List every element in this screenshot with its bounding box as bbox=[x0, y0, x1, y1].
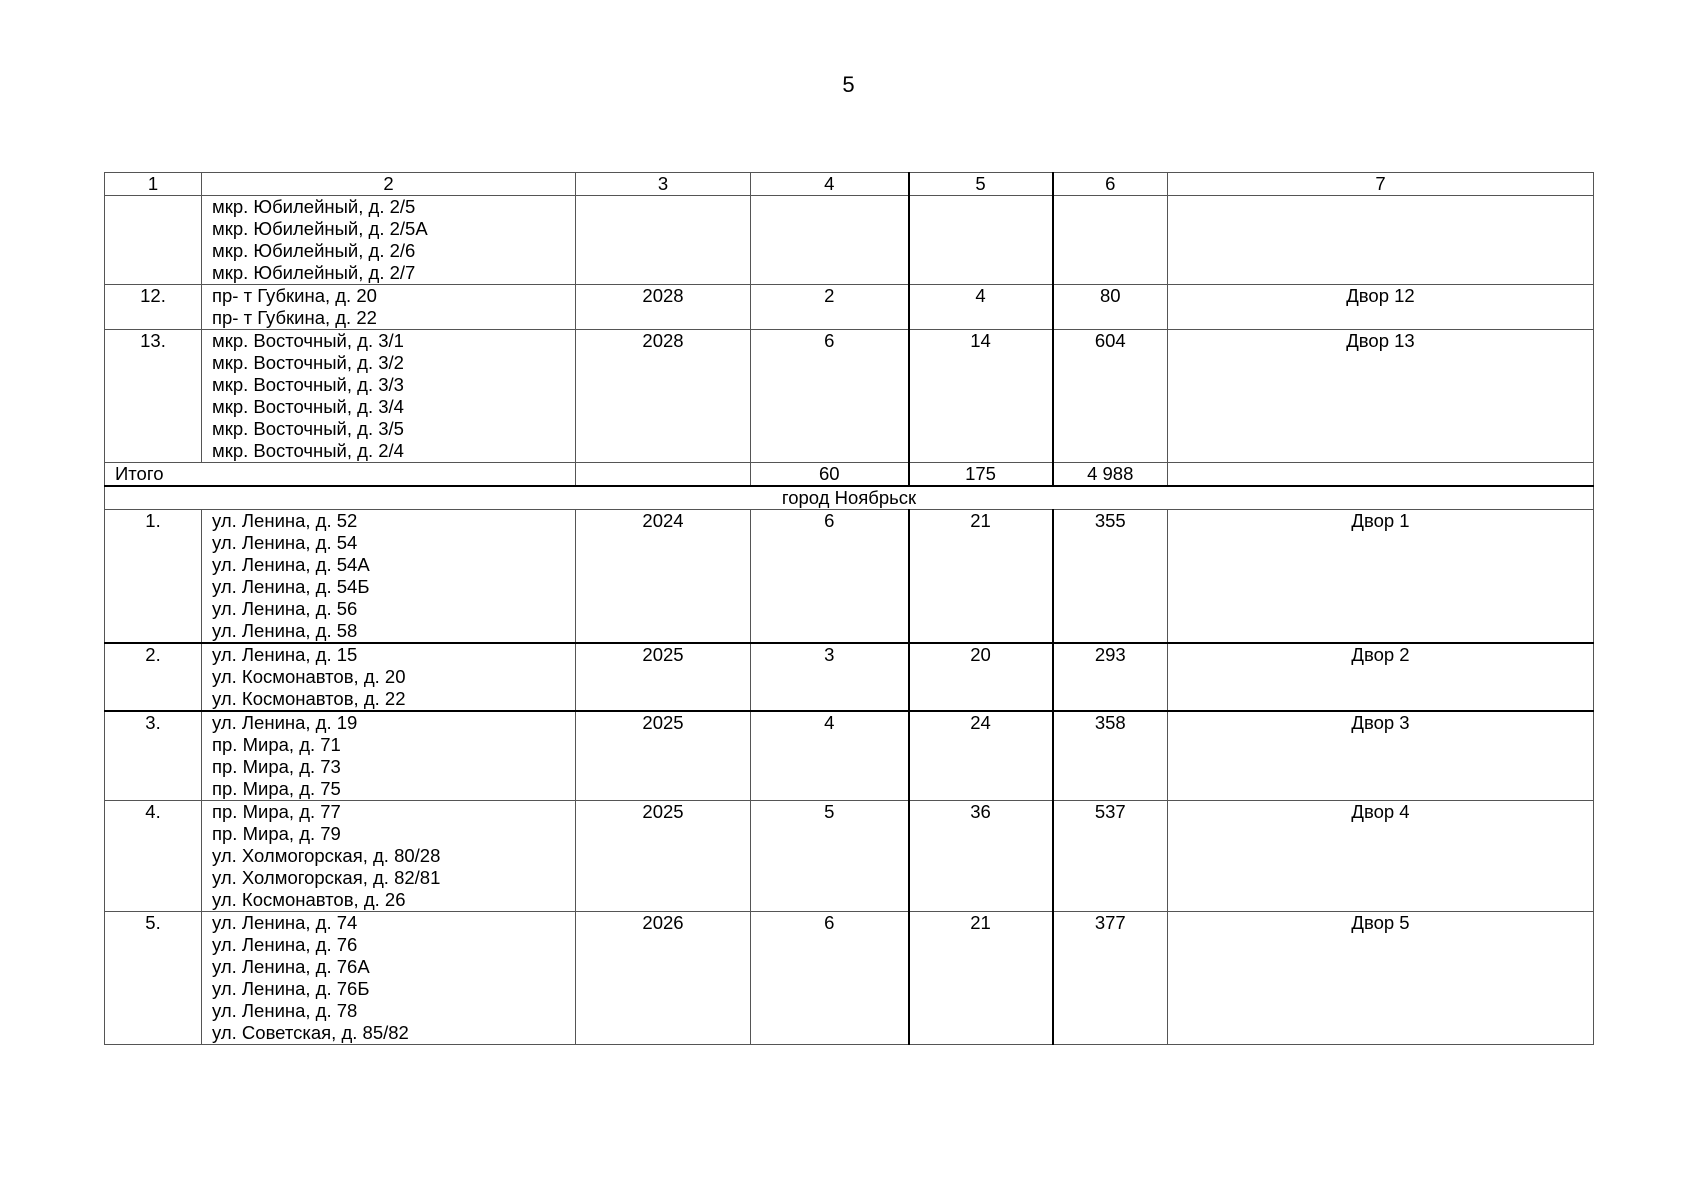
address-line: пр. Мира, д. 75 bbox=[212, 778, 341, 799]
row-number: 13. bbox=[105, 330, 202, 463]
yard-cell: Двор 13 bbox=[1168, 330, 1594, 463]
year-cell: 2028 bbox=[576, 285, 751, 330]
yards-table bbox=[104, 172, 1594, 1045]
section-row bbox=[105, 486, 1594, 510]
year-cell: 2025 bbox=[576, 711, 751, 801]
total-year-cell bbox=[576, 463, 751, 487]
address-line: ул. Холмогорская, д. 82/81 bbox=[212, 867, 441, 888]
address-line: мкр. Юбилейный, д. 2/5 bbox=[212, 196, 416, 217]
address-line: мкр. Восточный, д. 3/2 bbox=[212, 352, 404, 373]
address-line: ул. Ленина, д. 76А bbox=[212, 956, 370, 977]
address-list bbox=[202, 285, 576, 330]
table-row bbox=[105, 510, 1594, 644]
column-4-cell: 6 bbox=[751, 912, 909, 1045]
column-header: 4 bbox=[751, 173, 909, 196]
yard-cell: Двор 2 bbox=[1168, 643, 1594, 711]
column-6-cell: 80 bbox=[1053, 285, 1168, 330]
column-header-row bbox=[105, 173, 1594, 196]
address-list bbox=[202, 330, 576, 463]
table-row bbox=[105, 711, 1594, 801]
address-line: ул. Ленина, д. 58 bbox=[212, 620, 358, 641]
address-list bbox=[202, 912, 576, 1045]
address-line: мкр. Юбилейный, д. 2/5А bbox=[212, 218, 428, 239]
total-column-4: 60 bbox=[751, 463, 909, 487]
address-line: мкр. Юбилейный, д. 2/7 bbox=[212, 262, 416, 283]
column-header: 3 bbox=[576, 173, 751, 196]
column-6-cell: 377 bbox=[1053, 912, 1168, 1045]
table-row bbox=[105, 912, 1594, 1045]
total-yard-cell bbox=[1168, 463, 1594, 487]
column-6-cell: 293 bbox=[1053, 643, 1168, 711]
yard-cell: Двор 1 bbox=[1168, 510, 1594, 644]
address-list bbox=[202, 510, 576, 644]
address-line: пр- т Губкина, д. 20 bbox=[212, 285, 377, 306]
address-list bbox=[202, 643, 576, 711]
yard-cell: Двор 3 bbox=[1168, 711, 1594, 801]
column-5-cell: 21 bbox=[909, 510, 1053, 644]
address-list bbox=[202, 196, 576, 285]
column-4-cell: 6 bbox=[751, 510, 909, 644]
address-line: мкр. Восточный, д. 3/1 bbox=[212, 330, 404, 351]
address-line: ул. Ленина, д. 54 bbox=[212, 532, 358, 553]
year-cell: 2025 bbox=[576, 643, 751, 711]
yard-cell: Двор 5 bbox=[1168, 912, 1594, 1045]
column-header: 5 bbox=[909, 173, 1053, 196]
address-line: мкр. Юбилейный, д. 2/6 bbox=[212, 240, 416, 261]
row-number: 1. bbox=[105, 510, 202, 644]
address-list bbox=[202, 801, 576, 912]
address-line: ул. Космонавтов, д. 20 bbox=[212, 666, 406, 687]
yard-cell: Двор 12 bbox=[1168, 285, 1594, 330]
yard-cell bbox=[1168, 196, 1594, 285]
column-6-cell bbox=[1053, 196, 1168, 285]
column-5-cell: 24 bbox=[909, 711, 1053, 801]
total-column-6: 4 988 bbox=[1053, 463, 1168, 487]
year-cell: 2028 bbox=[576, 330, 751, 463]
year-cell: 2024 bbox=[576, 510, 751, 644]
column-5-cell bbox=[909, 196, 1053, 285]
column-5-cell: 14 bbox=[909, 330, 1053, 463]
address-line: пр- т Губкина, д. 22 bbox=[212, 307, 377, 328]
address-line: пр. Мира, д. 79 bbox=[212, 823, 341, 844]
address-line: ул. Ленина, д. 74 bbox=[212, 912, 358, 933]
row-number: 3. bbox=[105, 711, 202, 801]
row-number: 4. bbox=[105, 801, 202, 912]
column-header: 1 bbox=[105, 173, 202, 196]
year-cell bbox=[576, 196, 751, 285]
address-line: ул. Холмогорская, д. 80/28 bbox=[212, 845, 441, 866]
row-number: 2. bbox=[105, 643, 202, 711]
address-line: мкр. Восточный, д. 3/4 bbox=[212, 396, 404, 417]
address-line: пр. Мира, д. 77 bbox=[212, 801, 341, 822]
column-6-cell: 604 bbox=[1053, 330, 1168, 463]
column-5-cell: 4 bbox=[909, 285, 1053, 330]
column-4-cell: 2 bbox=[751, 285, 909, 330]
address-line: мкр. Восточный, д. 3/3 bbox=[212, 374, 404, 395]
column-4-cell: 3 bbox=[751, 643, 909, 711]
column-header: 2 bbox=[202, 173, 576, 196]
year-cell: 2025 bbox=[576, 801, 751, 912]
table-row bbox=[105, 285, 1594, 330]
address-line: мкр. Восточный, д. 3/5 bbox=[212, 418, 404, 439]
address-line: ул. Ленина, д. 76 bbox=[212, 934, 358, 955]
column-6-cell: 355 bbox=[1053, 510, 1168, 644]
address-line: пр. Мира, д. 73 bbox=[212, 756, 341, 777]
address-line: ул. Ленина, д. 54Б bbox=[212, 576, 370, 597]
row-number: 12. bbox=[105, 285, 202, 330]
address-line: пр. Мира, д. 71 bbox=[212, 734, 341, 755]
section-title: город Ноябрьск bbox=[105, 486, 1594, 510]
address-line: ул. Ленина, д. 54А bbox=[212, 554, 370, 575]
column-4-cell: 5 bbox=[751, 801, 909, 912]
year-cell: 2026 bbox=[576, 912, 751, 1045]
table-body bbox=[105, 173, 1594, 1045]
column-4-cell: 4 bbox=[751, 711, 909, 801]
table-row bbox=[105, 643, 1594, 711]
column-6-cell: 537 bbox=[1053, 801, 1168, 912]
total-column-5: 175 bbox=[909, 463, 1053, 487]
column-6-cell: 358 bbox=[1053, 711, 1168, 801]
page-number: 5 bbox=[842, 72, 855, 97]
column-4-cell: 6 bbox=[751, 330, 909, 463]
address-line: ул. Советская, д. 85/82 bbox=[212, 1022, 409, 1043]
row-number bbox=[105, 196, 202, 285]
column-4-cell bbox=[751, 196, 909, 285]
address-line: ул. Ленина, д. 76Б bbox=[212, 978, 370, 999]
table-row bbox=[105, 801, 1594, 912]
yard-cell: Двор 4 bbox=[1168, 801, 1594, 912]
total-label: Итого bbox=[105, 463, 576, 487]
address-line: ул. Космонавтов, д. 22 bbox=[212, 688, 406, 709]
column-5-cell: 20 bbox=[909, 643, 1053, 711]
address-list bbox=[202, 711, 576, 801]
address-line: ул. Ленина, д. 52 bbox=[212, 510, 358, 531]
column-header: 7 bbox=[1168, 173, 1594, 196]
column-5-cell: 36 bbox=[909, 801, 1053, 912]
address-line: ул. Ленина, д. 19 bbox=[212, 712, 358, 733]
address-line: ул. Ленина, д. 56 bbox=[212, 598, 358, 619]
row-number: 5. bbox=[105, 912, 202, 1045]
table-row bbox=[105, 330, 1594, 463]
column-header: 6 bbox=[1053, 173, 1168, 196]
address-line: ул. Ленина, д. 15 bbox=[212, 644, 358, 665]
total-row bbox=[105, 463, 1594, 487]
address-line: мкр. Восточный, д. 2/4 bbox=[212, 440, 404, 461]
address-line: ул. Космонавтов, д. 26 bbox=[212, 889, 406, 910]
column-5-cell: 21 bbox=[909, 912, 1053, 1045]
address-line: ул. Ленина, д. 78 bbox=[212, 1000, 358, 1021]
table-row bbox=[105, 196, 1594, 285]
